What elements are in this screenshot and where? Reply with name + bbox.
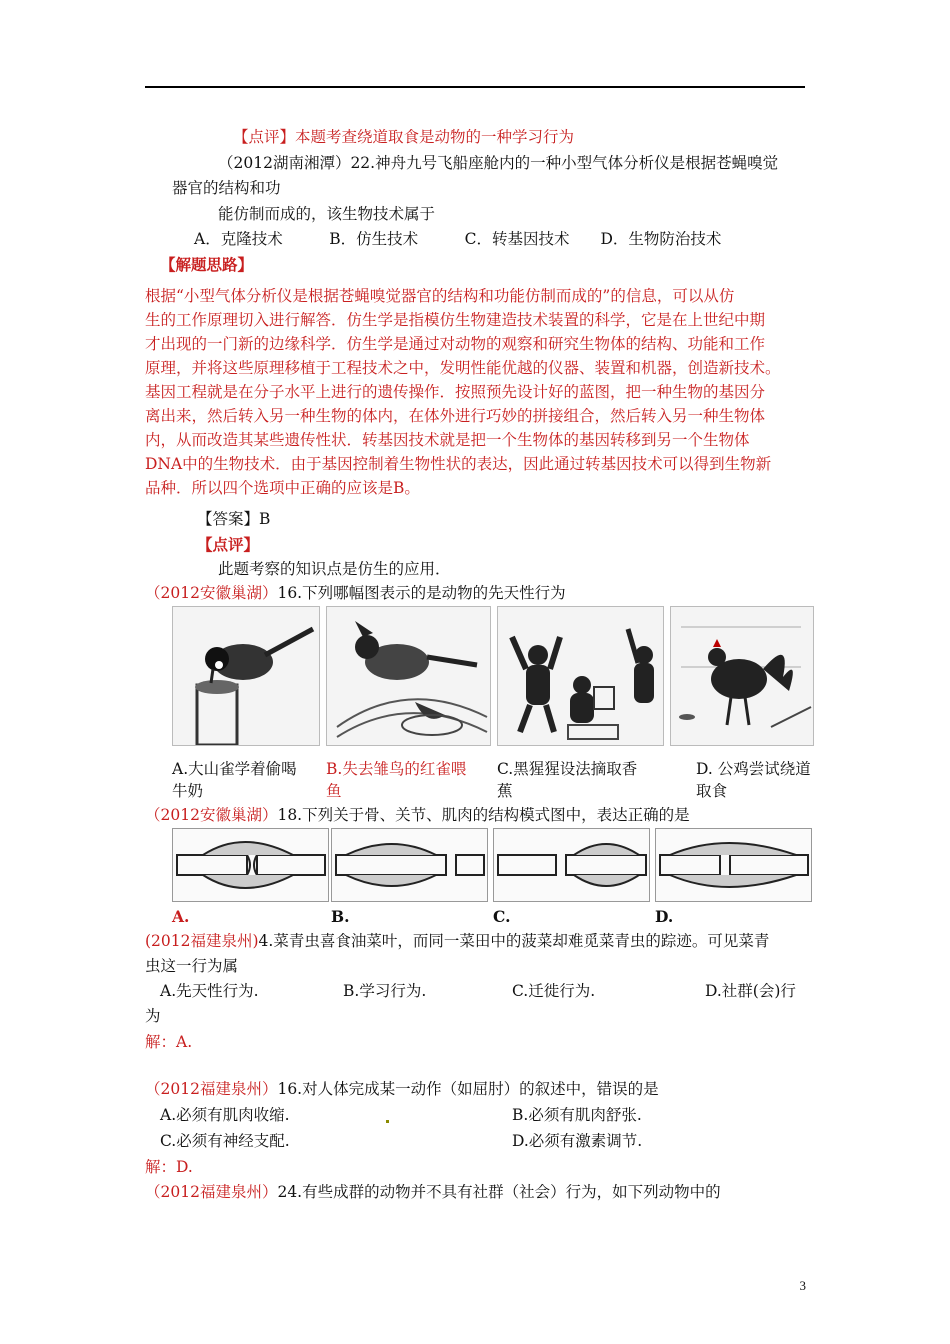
thinking-line: 基因工程就是在分子水平上进行的遗传操作．按照预先设计好的蓝图，把一种生物的基因分	[145, 383, 766, 401]
cardinal-drawing	[327, 607, 490, 745]
q4-label-d: D.	[655, 907, 674, 926]
q2-answer: 【答案】B	[197, 510, 271, 528]
q7-stem: 24.有些成群的动物并不具有社群（社会）行为，如下列动物中的	[277, 1183, 721, 1201]
q2-thinking-paragraph	[145, 284, 810, 500]
bone-diagram-a	[172, 828, 329, 902]
q4-stem: 18.下列关于骨、关节、肌肉的结构模式图中，表达正确的是	[277, 806, 690, 824]
figure-c-chimpanzees	[497, 606, 664, 746]
q2-stem: （2012湖南湘潭）22.神舟九号飞船座舱内的一种小型气体分析仪是根据苍蝇嗅觉	[218, 154, 779, 172]
caption-d	[696, 758, 811, 802]
q5-question	[145, 930, 769, 952]
q6-question	[145, 1078, 659, 1100]
q5-option-a: A.先天性行为.	[160, 982, 259, 1000]
q3-question	[145, 582, 566, 604]
q4-label-c: C.	[493, 907, 511, 926]
q6-stem: 16.对人体完成某一动作（如屈肘）的叙述中，错误的是	[277, 1080, 659, 1098]
q3-stem: 16.下列哪幅图表示的是动物的先天性行为	[277, 584, 566, 602]
chimpanzee-drawing	[498, 607, 663, 745]
q3-source: （2012安徽巢湖）	[145, 584, 278, 602]
q2-thinking-label: 【解题思路】	[160, 255, 254, 274]
q4-source: （2012安徽巢湖）	[145, 806, 278, 824]
figure-b-cardinal	[326, 606, 491, 746]
page-number: 3	[799, 1278, 806, 1293]
q6-option-c: C.必须有神经支配.	[160, 1132, 290, 1150]
q1-review: 【点评】本题考查绕道取食是动物的一种学习行为	[233, 128, 575, 146]
q5-stem-cont: 虫这一行为属	[145, 957, 239, 975]
thinking-line: 内，从而改造其某些遗传性状．转基因技术就是把一个生物体的基因转移到另一个生物体	[145, 431, 750, 449]
q5-stem: 4.菜青虫喜食油菜叶，而同一菜田中的菠菜却难觅菜青虫的踪迹。可见菜青	[258, 932, 770, 950]
q4-question	[145, 804, 690, 826]
caption-d-line1: D. 公鸡尝试绕道	[696, 760, 811, 778]
q2-review-text: 此题考察的知识点是仿生的应用．	[218, 560, 451, 578]
caption-a-line2: 牛奶	[172, 782, 204, 800]
caption-a-line1: A.大山雀学着偷喝	[172, 760, 297, 778]
thinking-line: 离出来，然后转入另一种生物的体内，在体外进行巧妙的拼接组合，然后转入另一种生物体	[145, 407, 766, 425]
q6-option-b: B.必须有肌肉舒张.	[512, 1106, 642, 1124]
thinking-line: 品种．所以四个选项中正确的应该是B。	[145, 479, 420, 497]
thinking-line: 生的工作原理切入进行解答．仿生学是指模仿生物建造技术装置的科学，它是在上世纪中期	[145, 311, 766, 329]
bone-diagram-d	[655, 828, 812, 902]
caption-c-line1: C.黑猩猩设法摘取香	[497, 760, 638, 778]
q5-option-d: D.社群(会)行	[705, 982, 796, 1000]
q4-label-a: A.	[172, 907, 190, 926]
bone-diagram-b	[331, 828, 488, 902]
bone-diagram-d-svg	[656, 829, 811, 901]
q7-source: （2012福建泉州）	[145, 1183, 278, 1201]
caption-b-line1: B.失去雏鸟的红雀喂	[326, 760, 467, 778]
q5-source: (2012福建泉州)	[145, 932, 259, 950]
caption-c	[497, 758, 637, 802]
bone-diagram-b-svg	[332, 829, 487, 901]
q2-stem-cont: 器官的结构和功	[172, 179, 281, 197]
q5-option-c: C.迁徙行为.	[512, 982, 596, 1000]
thinking-line: 才出现的一门新的边缘科学．仿生学是通过对动物的观察和研究生物体的结构、功能和工作	[145, 335, 766, 353]
caption-b-line2: 鱼	[326, 782, 342, 800]
header-rule	[145, 86, 805, 88]
q6-source: （2012福建泉州）	[145, 1080, 278, 1098]
q7-question	[145, 1181, 721, 1203]
q6-answer: 解：D.	[145, 1158, 193, 1176]
rooster-drawing	[671, 607, 813, 745]
q5-option-d-cont: 为	[145, 1007, 161, 1025]
q6-option-d: D.必须有激素调节.	[512, 1132, 643, 1150]
bone-diagram-c-svg	[494, 829, 649, 901]
great-tit-drawing	[173, 607, 319, 745]
thinking-line: DNA中的生物技术．由于基因控制着生物性状的表达，因此通过转基因技术可以得到生物新	[145, 455, 772, 473]
q2-stem-cont2: 能仿制而成的，该生物技术属于	[218, 205, 436, 223]
q5-option-b: B.学习行为.	[343, 982, 427, 1000]
caption-c-line2: 蕉	[497, 782, 513, 800]
thinking-line: 原理，并将这些原理移植于工程技术之中，发明性能优越的仪器、装置和机器，创造新技术。	[145, 359, 781, 377]
caption-a	[172, 758, 297, 802]
thinking-line: 根据“小型气体分析仪是根据苍蝇嗅觉器官的结构和功能仿制而成的”的信息，可以从仿	[145, 287, 735, 305]
bone-diagram-a-svg	[173, 829, 328, 901]
caption-d-line2: 取食	[696, 782, 728, 800]
figure-d-rooster	[670, 606, 814, 746]
q5-answer: 解：A.	[145, 1033, 193, 1051]
q4-label-b: B.	[331, 907, 350, 926]
bone-diagram-c	[493, 828, 650, 902]
q2-options: A．克隆技术 B．仿生技术 C．转基因技术 D．生物防治技术	[194, 230, 722, 248]
figure-a-great-tit	[172, 606, 320, 746]
q6-option-a: A.必须有肌肉收缩.	[160, 1106, 290, 1124]
caption-b	[326, 758, 466, 802]
q2-review-label: 【点评】	[197, 535, 260, 554]
stray-mark	[386, 1120, 389, 1123]
